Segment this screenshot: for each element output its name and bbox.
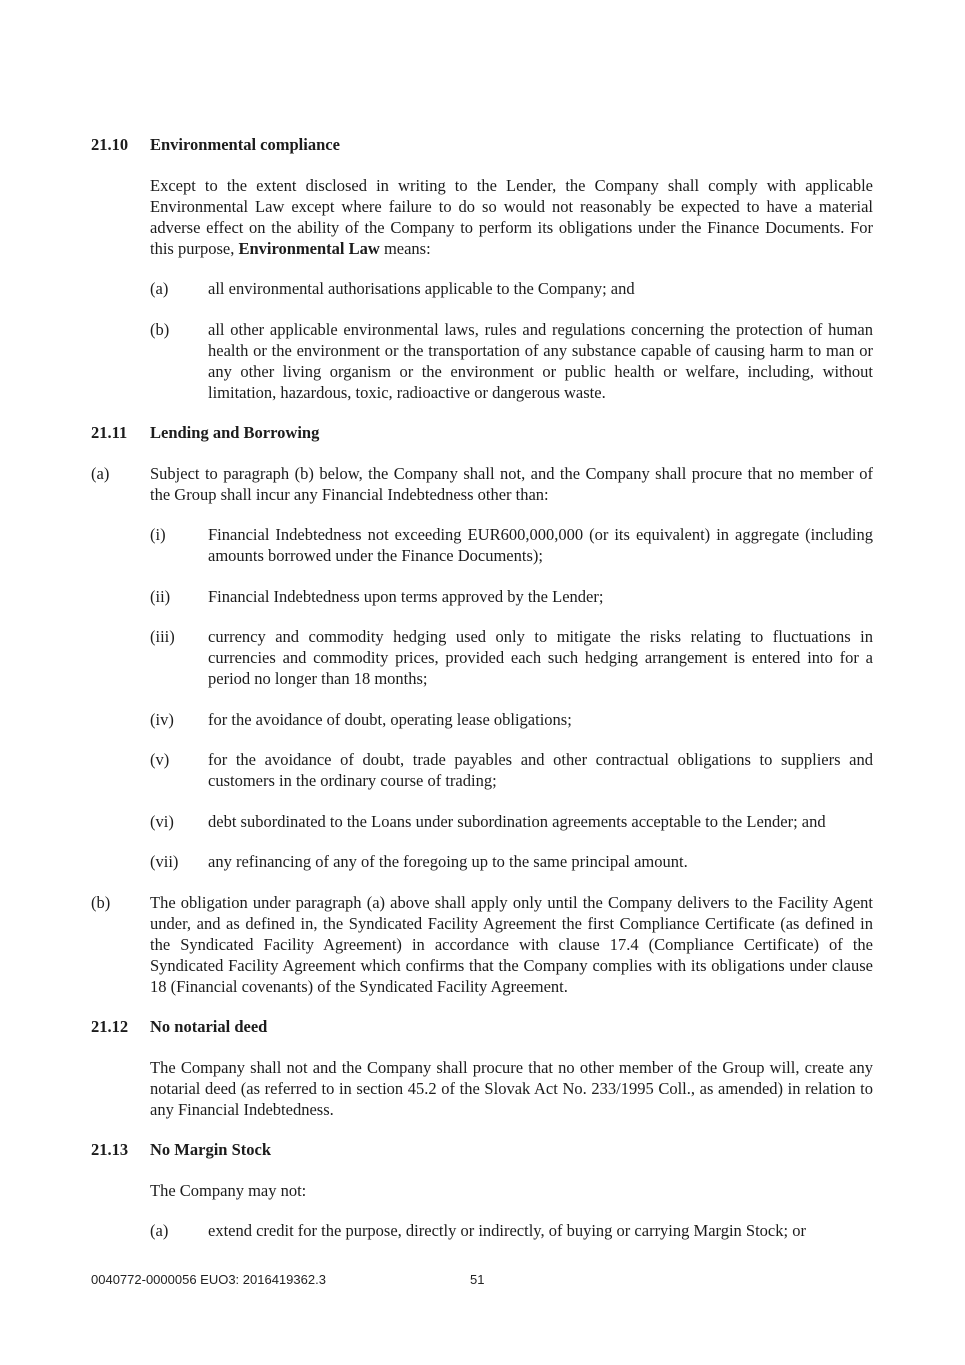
item-text: any refinancing of any of the foregoing up to the same principal amount. bbox=[208, 852, 688, 871]
section-21-10-intro-paragraph bbox=[150, 175, 873, 259]
item-label: (b) bbox=[150, 319, 170, 339]
item-text: currency and commodity hedging used only to mitigate the risks relating to fluctuations in currencies and commodity prices, provided each such hedging arrangement is entered into for a period no longer than 18 months; bbox=[208, 627, 873, 688]
item-label: (iv) bbox=[150, 709, 174, 729]
item-label: (i) bbox=[150, 525, 166, 544]
item-text: Subject to paragraph (b) below, the Company shall not, and the Company shall procure that no member of the Group shall incur any Financial Indebtedness other than: bbox=[150, 463, 873, 504]
list-item-21-10-b bbox=[150, 319, 873, 403]
item-label: (ii) bbox=[150, 586, 171, 606]
item-label: (vi) bbox=[150, 811, 174, 831]
section-number: 21.13 bbox=[91, 1140, 129, 1159]
list-item-21-11-a-vi bbox=[150, 811, 873, 832]
list-item-21-10-a bbox=[150, 278, 873, 299]
section-heading-21-13 bbox=[91, 1139, 873, 1160]
item-text: Financial Indebtedness upon terms approved by the Lender; bbox=[208, 586, 604, 606]
document-reference: 0040772-0000056 EUO3: 2016419362.3 bbox=[91, 1272, 326, 1287]
list-item-21-11-a-iii bbox=[150, 626, 873, 689]
defined-term: Environmental Law bbox=[238, 238, 380, 258]
section-heading-21-10 bbox=[91, 134, 873, 155]
item-text: all environmental authorisations applicable to the Company; and bbox=[208, 279, 635, 298]
item-label: (b) bbox=[91, 892, 111, 912]
section-heading-21-11 bbox=[91, 422, 873, 443]
list-item-21-11-a-vii bbox=[150, 851, 873, 872]
item-label: (v) bbox=[150, 750, 170, 769]
section-title: No notarial deed bbox=[150, 1017, 268, 1036]
section-number: 21.11 bbox=[91, 423, 128, 442]
list-item-21-13-a bbox=[150, 1220, 873, 1241]
item-text: extend credit for the purpose, directly or indirectly, of buying or carrying Margin Stock; or bbox=[208, 1221, 806, 1240]
item-text: The obligation under paragraph (a) above shall apply only until the Company delivers to the Facility Agent under, and as defined in, the Syndicated Facility Agreement the first Compliance Certificate (as defined in the Syndicated Facility Agreement) in accordance with clause 17.4 (Compliance Certificate) of the Syndicated Facility Agreement which confirms that the Company complies with its obligations under clause 18 (Financial covenants) of the Syndicated Facility Agreement. bbox=[150, 892, 873, 996]
paragraph-text: means: bbox=[379, 238, 431, 258]
page-number: 51 bbox=[470, 1272, 485, 1287]
section-heading-21-12 bbox=[91, 1016, 873, 1037]
list-item-21-11-a bbox=[91, 463, 873, 505]
section-title: Environmental compliance bbox=[150, 135, 340, 154]
section-title: No Margin Stock bbox=[150, 1140, 271, 1159]
document-content bbox=[91, 134, 873, 1261]
item-text: for the avoidance of doubt, trade payables and other contractual obligations to suppliers and customers in the ordinary course of trading; bbox=[208, 750, 873, 790]
list-item-21-11-a-v bbox=[150, 749, 873, 791]
list-item-21-11-a-ii bbox=[150, 586, 873, 607]
item-label: (iii) bbox=[150, 627, 175, 646]
list-item-21-11-a-i bbox=[150, 524, 873, 566]
list-item-21-11-a-iv bbox=[150, 709, 873, 730]
item-text: for the avoidance of doubt, operating lease obligations; bbox=[208, 709, 572, 729]
section-21-12-paragraph: The Company shall not and the Company shall procure that no other member of the Group will, create any notarial deed (as referred to in section 45.2 of the Slovak Act No. 233/1995 Coll., as amended) in relation to any Financial Indebtedness. bbox=[150, 1057, 873, 1119]
section-title: Lending and Borrowing bbox=[150, 423, 320, 442]
section-number: 21.12 bbox=[91, 1017, 129, 1036]
paragraph-text: Except to the extent disclosed in writing to the Lender, the Company shall comply with applicable Environmental Law except where failure to do so would not reasonably be expected to have a material adverse effect on the ability of the Company to perform its obligations under the Finance Documents. For this purpose, bbox=[150, 175, 873, 258]
section-number: 21.10 bbox=[91, 135, 129, 154]
item-text: Financial Indebtedness not exceeding EUR600,000,000 (or its equivalent) in aggregate (including amounts borrowed under the Finance Documents); bbox=[208, 525, 873, 565]
item-text: debt subordinated to the Loans under subordination agreements acceptable to the Lender; and bbox=[208, 811, 826, 831]
item-label: (vii) bbox=[150, 852, 179, 871]
item-text: all other applicable environmental laws, rules and regulations concerning the protection of human health or the environment or the transportation of any substance capable of causing harm to man or any other living organism or the environment or public health or welfare, including, without limitation, hazardous, toxic, radioactive or dangerous waste. bbox=[208, 319, 873, 402]
item-label: (a) bbox=[150, 279, 169, 298]
list-item-21-11-b bbox=[91, 892, 873, 997]
section-21-13-paragraph: The Company may not: bbox=[150, 1180, 307, 1200]
item-label: (a) bbox=[91, 463, 110, 483]
item-label: (a) bbox=[150, 1221, 169, 1240]
